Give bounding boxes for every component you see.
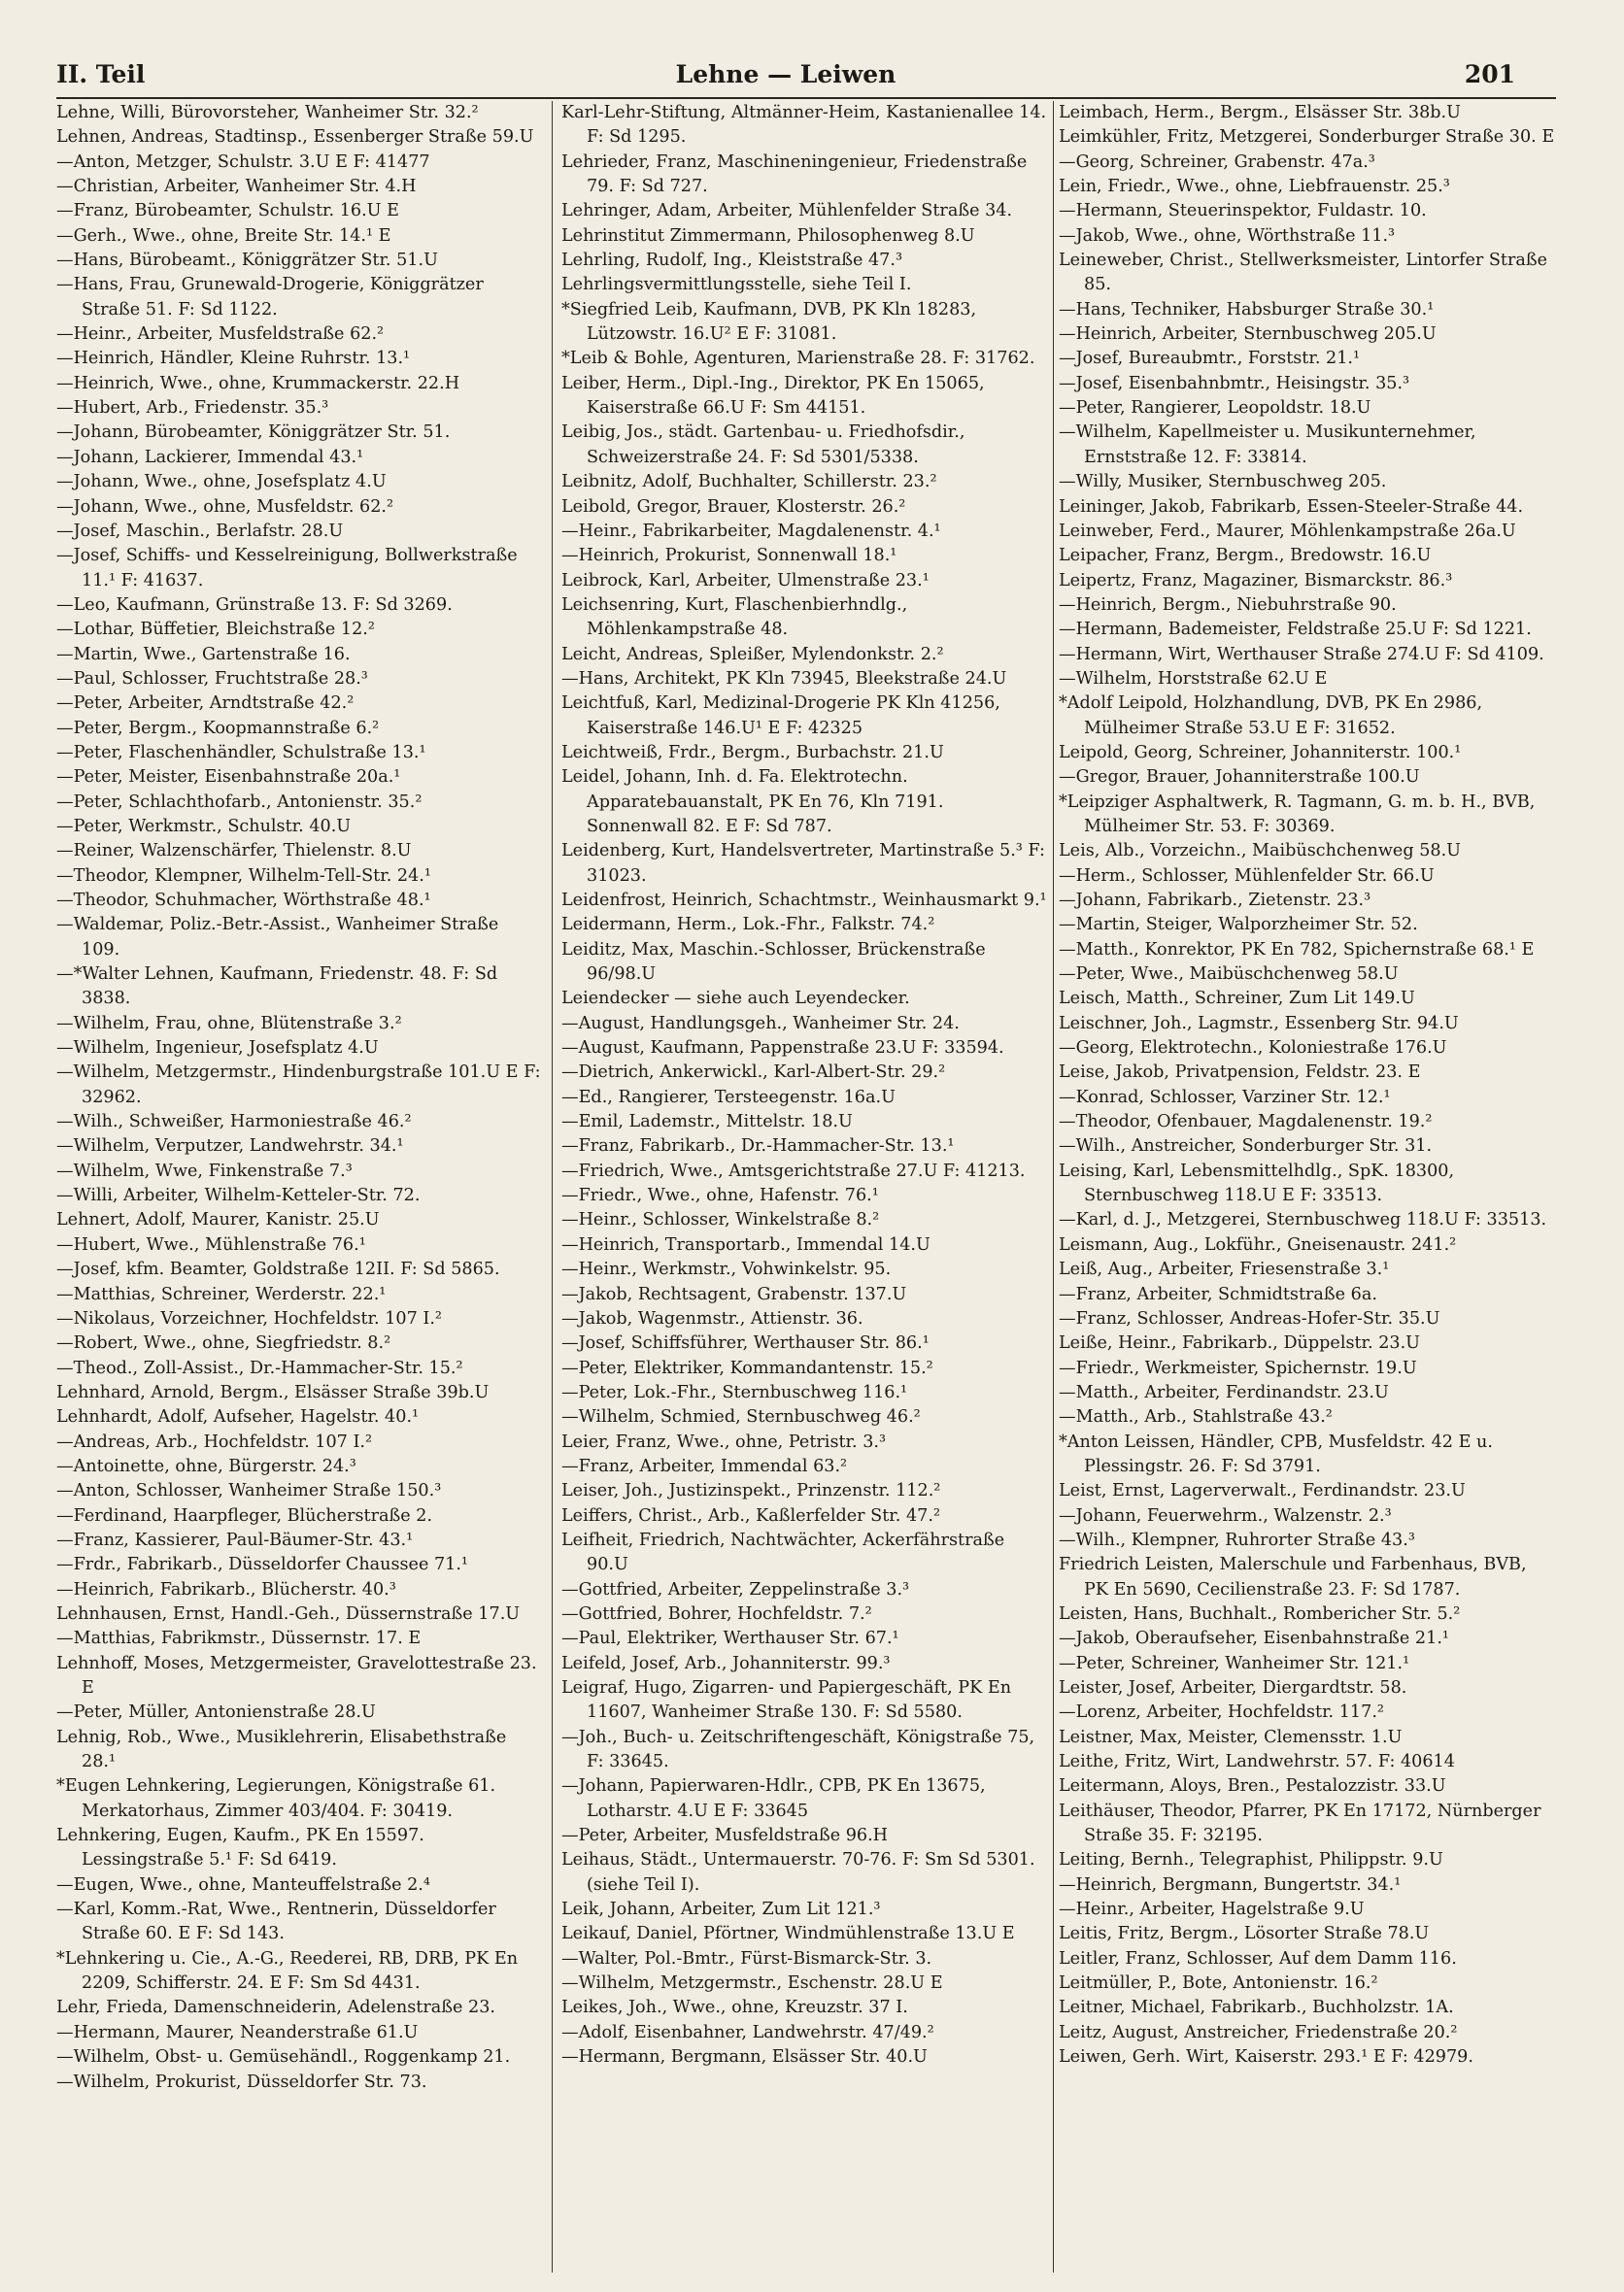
directory-entry: Lehr, Frieda, Damenschneiderin, Adelenstraße 23. [56,1998,495,2018]
directory-entry: —Hermann, Steuerinspektor, Fuldastr. 10. [1059,201,1427,221]
directory-entry: —Theodor, Klempner, Wilhelm-Tell-Str. 24.¹ [56,865,431,886]
directory-entry: Leinweber, Ferd., Maurer, Möhlenkampstraße 26a.U [1059,521,1516,541]
directory-entry: —Peter, Lok.-Fhr., Sternbuschweg 116.¹ [561,1382,908,1402]
directory-entry: —Josef, Bureaubmtr., Forststr. 21.¹ [1059,349,1361,369]
directory-entry: —Gerh., Wwe., ohne, Breite Str. 14.¹ E [56,225,391,246]
directory-entry: —Emil, Lademstr., Mittelstr. 18.U [561,1112,853,1132]
directory-entry: —Christian, Arbeiter, Wanheimer Str. 4.H [56,177,417,197]
directory-entry: —Wilhelm, Frau, ohne, Blütenstraße 3.² [56,1013,402,1033]
directory-entry: —Heinrich, Bergm., Niebuhrstraße 90. [1059,594,1397,615]
directory-entry: —Matth., Konrektor, PK En 782, Spichernstraße 68.¹ E [1059,939,1535,960]
directory-entry: *Leib & Bohle, Agenturen, Marienstraße 28. F: 31762. [561,349,1035,369]
directory-entry: —Karl, d. J., Metzgerei, Sternbuschweg 118.U F: 33513. [1059,1210,1547,1230]
directory-entry: —Gottfried, Arbeiter, Zeppelinstraße 3.³ [561,1579,910,1600]
directory-entry: —Georg, Elektrotechn., Koloniestraße 176.U [1059,1038,1447,1059]
directory-entry: Leifeld, Josef, Arb., Johanniterstr. 99.³ [561,1653,891,1673]
directory-entry: —Johann, Papierwaren-Hdlr., CPB, PK En 13675, Lotharstr. 4.U E F: 33645 [561,1776,986,1821]
directory-entry: Leister, Josef, Arbeiter, Diergardtstr. 58. [1059,1678,1407,1698]
directory-entry: —Hermann, Bademeister, Feldstraße 25.U F: Sd 1221. [1059,620,1532,640]
directory-entry: —Walter, Pol.-Bmtr., Fürst-Bismarck-Str. 3. [561,1948,932,1969]
directory-entry: —Heinrich, Transportarb., Immendal 14.U [561,1234,930,1255]
directory-entry: Lein, Friedr., Wwe., ohne, Liebfrauenstr. 25.³ [1059,177,1450,197]
directory-entry: Leitler, Franz, Schlosser, Auf dem Damm 116. [1059,1948,1457,1969]
directory-entry: Leigraf, Hugo, Zigarren- und Papiergeschäft, PK En 11607, Wanheimer Straße 130. F: Sd 5580. [561,1678,1012,1723]
directory-entry: Leihaus, Städt., Untermauerstr. 70-76. F: Sm Sd 5301. (siehe Teil I). [561,1850,1035,1895]
directory-entry: Leitermann, Aloys, Bren., Pestalozzistr. 33.U [1059,1776,1446,1797]
header-range: Lehne — Leiwen [675,60,897,88]
directory-entry: —Joh., Buch- u. Zeitschriftengeschäft, Königstraße 75, F: 33645. [561,1727,1035,1772]
directory-entry: Lehnig, Rob., Wwe., Musiklehrerin, Elisabethstraße 28.¹ [56,1727,507,1772]
directory-entry: Leichsenring, Kurt, Flaschenbierhndlg., Möhlenkampstraße 48. [561,594,908,640]
directory-column-1 [56,101,542,2273]
directory-entry: Leiß, Aug., Arbeiter, Friesenstraße 3.¹ [1059,1260,1390,1280]
directory-entry: —Heinrich, Bergmann, Bungertstr. 34.¹ [1059,1874,1402,1895]
directory-entry: Leicht, Andreas, Spleißer, Mylendonkstr. 2.² [561,644,944,664]
directory-entry: —Hermann, Wirt, Werthauser Straße 274.U F: Sd 4109. [1059,644,1544,664]
directory-entry: —Matthias, Schreiner, Werderstr. 22.¹ [56,1284,387,1304]
directory-entry: Lehnert, Adolf, Maurer, Kanistr. 25.U [56,1210,380,1230]
directory-entry: —Peter, Müller, Antonienstraße 28.U [56,1702,376,1723]
directory-entry: *Leipziger Asphaltwerk, R. Tagmann, G. m. b. H., BVB, Mülheimer Str. 53. F: 30369. [1059,792,1536,836]
directory-entry: Leichtweiß, Frdr., Bergm., Burbachstr. 21.U [561,742,944,762]
directory-entry: Leitis, Fritz, Bergm., Lösorter Straße 78.U [1059,1924,1430,1944]
directory-entry: —Willi, Arbeiter, Wilhelm-Ketteler-Str. 72. [56,1186,421,1206]
directory-entry: —Nikolaus, Vorzeichner, Hochfeldstr. 107 I.² [56,1308,442,1329]
directory-entry: Leiwen, Gerh. Wirt, Kaiserstr. 293.¹ E F: 42979. [1059,2047,1473,2068]
directory-entry: —Hans, Techniker, Habsburger Straße 30.¹ [1059,299,1435,320]
directory-entry: Leimbach, Herm., Bergm., Elsässer Str. 38b.U [1059,103,1461,122]
directory-entry: —Wilhelm, Metzgermstr., Hindenburgstraße 101.U E F: 32962. [56,1062,541,1107]
directory-entry: Leidenfrost, Heinrich, Schachtmstr., Weinhausmarkt 9.¹ [561,891,1047,910]
directory-entry: —Josef, Schiffs- und Kesselreinigung, Bollwerkstraße 11.¹ F: 41637. [56,546,518,590]
directory-entry: —Peter, Flaschenhändler, Schulstraße 13.¹ [56,742,426,762]
directory-entry: —Gregor, Brauer, Johanniterstraße 100.U [1059,767,1420,788]
directory-entry: —Hermann, Bergmann, Elsässer Str. 40.U [561,2047,928,2068]
header-part: II. Teil [56,60,146,88]
directory-entry: —Franz, Arbeiter, Schmidtstraße 6a. [1059,1284,1377,1304]
directory-entry: —Leo, Kaufmann, Grünstraße 13. F: Sd 3269. [56,594,453,615]
directory-entry: —Heinr., Arbeiter, Musfeldstraße 62.² [56,324,385,345]
directory-entry: —Martin, Wwe., Gartenstraße 16. [56,644,351,664]
directory-entry: Lehnkering, Eugen, Kaufm., PK En 15597. Lessingstraße 5.¹ F: Sd 6419. [56,1826,424,1871]
directory-entry: —Konrad, Schlosser, Varziner Str. 12.¹ [1059,1087,1391,1107]
directory-entry: —Wilh., Klempner, Ruhrorter Straße 43.³ [1059,1530,1415,1550]
directory-entry: —Franz, Kassierer, Paul-Bäumer-Str. 43.¹ [56,1530,414,1550]
directory-entry: —Wilhelm, Obst- u. Gemüsehändl., Roggenkamp 21. [56,2047,511,2068]
directory-entry: —Heinr., Arbeiter, Hagelstraße 9.U [1059,1900,1365,1920]
directory-entry: —Anton, Metzger, Schulstr. 3.U E F: 41477 [56,152,430,172]
directory-entry: —Peter, Arbeiter, Arndtstraße 42.² [56,693,355,714]
directory-entry: —Franz, Arbeiter, Immendal 63.² [561,1456,848,1476]
directory-entry: Leiditz, Max, Maschin.-Schlosser, Brückenstraße 96/98.U [561,939,986,985]
directory-entry: Leipertz, Franz, Magaziner, Bismarckstr. 86.³ [1059,570,1453,590]
directory-entry: Leising, Karl, Lebensmittelhdlg., SpK. 18300, Sternbuschweg 118.U E F: 33513. [1059,1161,1455,1206]
directory-entry: —Josef, kfm. Beamter, Goldstraße 12II. F: Sd 5865. [56,1260,500,1280]
directory-entry: —Peter, Rangierer, Leopoldstr. 18.U [1059,398,1371,419]
directory-entry: Leininger, Jakob, Fabrikarb, Essen-Steeler-Straße 44. [1059,496,1524,517]
directory-entry: Leitz, August, Anstreicher, Friedenstraße 20.² [1059,2022,1458,2042]
directory-entry: —Johann, Lackierer, Immendal 43.¹ [56,447,364,467]
directory-entry: —Peter, Elektriker, Kommandantenstr. 15.² [561,1358,933,1378]
directory-entry: —Wilhelm, Ingenieur, Josefsplatz 4.U [56,1038,379,1059]
directory-entry: Leibold, Gregor, Brauer, Klosterstr. 26.² [561,496,906,517]
directory-entry: —Eugen, Wwe., ohne, Manteuffelstraße 2.⁴ [56,1874,430,1895]
directory-entry: —Antoinette, ohne, Bürgerstr. 24.³ [56,1456,356,1476]
directory-entry: Leise, Jakob, Privatpension, Feldstr. 23. E [1059,1062,1421,1083]
directory-entry: —Hubert, Arb., Friedenstr. 35.³ [56,398,329,419]
directory-entry: —Franz, Fabrikarb., Dr.-Hammacher-Str. 13.¹ [561,1136,955,1157]
directory-entry: —Heinrich, Fabrikarb., Blücherstr. 40.³ [56,1579,396,1600]
directory-entry: —Hans, Bürobeamt., Königgrätzer Str. 51.U [56,251,438,271]
directory-entry: —Martin, Steiger, Walporzheimer Str. 52. [1059,915,1418,935]
directory-entry: Leidenberg, Kurt, Handelsvertreter, Martinstraße 5.³ F: 31023. [561,841,1045,886]
directory-entry: —Franz, Schlosser, Andreas-Hofer-Str. 35.U [1059,1308,1440,1329]
directory-entry: —Karl, Komm.-Rat, Wwe., Rentnerin, Düsseldorfer Straße 60. E F: Sd 143. [56,1900,496,1944]
directory-entry: —Johann, Feuerwehrm., Walzenstr. 2.³ [1059,1505,1392,1526]
directory-entry: Leischner, Joh., Lagmstr., Essenberg Str. 94.U [1059,1013,1459,1033]
directory-entry: —Friedr., Werkmeister, Spichernstr. 19.U [1059,1358,1417,1378]
directory-entry: —Hans, Frau, Grunewald-Drogerie, Königgrätzer Straße 51. F: Sd 1122. [56,275,484,320]
directory-entry: Leimkühler, Fritz, Metzgerei, Sonderburger Straße 30. E [1059,127,1555,148]
directory-entry: —Friedrich, Wwe., Amtsgerichtstraße 27.U F: 41213. [561,1161,1026,1181]
directory-entry: —Peter, Werkmstr., Schulstr. 40.U [56,816,352,836]
directory-entry: —Wilh., Schweißer, Harmoniestraße 46.² [56,1112,412,1132]
directory-entry: —Wilhelm, Prokurist, Düsseldorfer Str. 73. [56,2072,427,2092]
directory-entry: Lehrling, Rudolf, Ing., Kleiststraße 47.³ [561,251,903,271]
directory-entry: —*Walter Lehnen, Kaufmann, Friedenstr. 48. F: Sd 3838. [56,964,498,1009]
directory-entry: Leistner, Max, Meister, Clemensstr. 1.U [1059,1727,1403,1747]
directory-entry: —Wilhelm, Kapellmeister u. Musikunternehmer, Ernststraße 12. F: 33814. [1059,422,1476,467]
directory-entry: —Johann, Wwe., ohne, Musfeldstr. 62.² [56,496,394,517]
page-number: 201 [1464,60,1515,88]
directory-entry: —Wilh., Anstreicher, Sonderburger Str. 31. [1059,1136,1433,1157]
directory-entry: —Robert, Wwe., ohne, Siegfriedstr. 8.² [56,1333,391,1354]
directory-entry: —Ferdinand, Haarpfleger, Blücherstraße 2. [56,1505,433,1526]
directory-entry: —Johann, Wwe., ohne, Josefsplatz 4.U [56,472,387,492]
directory-entry: —Johann, Fabrikarb., Zietenstr. 23.³ [1059,891,1371,910]
directory-entry: —Wilhelm, Wwe, Finkenstraße 7.³ [56,1161,353,1181]
directory-entry: —Josef, Maschin., Berlafstr. 28.U [56,521,344,541]
directory-entry: *Adolf Leipold, Holzhandlung, DVB, PK En 2986, Mülheimer Straße 53.U E F: 31652. [1059,693,1483,738]
directory-entry: —Josef, Schiffsführer, Werthauser Str. 86.¹ [561,1333,930,1354]
directory-entry: Leibrock, Karl, Arbeiter, Ulmenstraße 23.¹ [561,570,930,590]
directory-entry: Lehrinstitut Zimmermann, Philosophenweg 8.U [561,225,975,246]
directory-entry: Leitmüller, P., Bote, Antonienstr. 16.² [1059,1973,1378,1994]
directory-entry: —Wilhelm, Schmied, Sternbuschweg 46.² [561,1407,921,1428]
directory-entry: Leis, Alb., Vorzeichn., Maibüschchenweg 58.U [1059,841,1462,861]
directory-entry: *Siegfried Leib, Kaufmann, DVB, PK Kln 18283, Lützowstr. 16.U² E F: 31081. [561,299,977,345]
directory-entry: Leibnitz, Adolf, Buchhalter, Schillerstr. 23.² [561,472,937,492]
directory-entry: —Theodor, Ofenbauer, Magdalenenstr. 19.² [1059,1112,1433,1132]
directory-entry: Leineweber, Christ., Stellwerksmeister, Lintorfer Straße 85. [1059,251,1548,295]
directory-entry: —Theod., Zoll-Assist., Dr.-Hammacher-Str. 15.² [56,1358,463,1378]
directory-entry: —Peter, Arbeiter, Musfeldstraße 96.H [561,1826,889,1846]
directory-entry: Leikes, Joh., Wwe., ohne, Kreuzstr. 37 I. [561,1998,908,2018]
header-rule [56,97,1556,99]
directory-entry: Lehrieder, Franz, Maschineningenieur, Friedenstraße 79. F: Sd 727. [561,152,1028,197]
directory-entry: Leiting, Bernh., Telegraphist, Philippstr. 9.U [1059,1850,1443,1871]
directory-entry: —Lothar, Büffetier, Bleichstraße 12.² [56,620,375,640]
directory-entry: —Gottfried, Bohrer, Hochfeldstr. 7.² [561,1603,872,1624]
directory-entry: —Paul, Schlosser, Fruchtstraße 28.³ [56,668,368,689]
directory-entry: Lehne, Willi, Bürovorsteher, Wanheimer Str. 32.² [56,103,479,122]
directory-entry: —Wilhelm, Verputzer, Landwehrstr. 34.¹ [56,1136,404,1157]
directory-entry: Leismann, Aug., Lokführ., Gneisenaustr. 241.² [1059,1234,1457,1255]
directory-entry: *Anton Leissen, Händler, CPB, Musfeldstr. 42 E u. Plessingstr. 26. F: Sd 3791. [1059,1432,1493,1476]
directory-entry: Leitner, Michael, Fabrikarb., Buchholzstr. 1A. [1059,1998,1454,2018]
directory-entry: —Jakob, Oberaufseher, Eisenbahnstraße 21.¹ [1059,1629,1449,1649]
directory-entry: Leik, Johann, Arbeiter, Zum Lit 121.³ [561,1900,881,1920]
directory-entry: Lehnen, Andreas, Stadtinsp., Essenberger Straße 59.U [56,127,534,148]
directory-column-2 [561,101,1047,2273]
directory-entry: Leichtfuß, Karl, Medizinal-Drogerie PK Kln 41256, Kaiserstraße 146.U¹ E F: 42325 [561,693,1000,738]
directory-entry: —Johann, Bürobeamter, Königgrätzer Str. 51. [56,422,451,443]
directory-entry: Lehnhausen, Ernst, Handl.-Geh., Düssernstraße 17.U [56,1603,521,1624]
directory-entry: Leiße, Heinr., Fabrikarb., Düppelstr. 23.U [1059,1333,1421,1354]
directory-entry: —Heinr., Werkmstr., Vohwinkelstr. 95. [561,1260,892,1280]
directory-entry: Lehnhardt, Adolf, Aufseher, Hagelstr. 40.¹ [56,1407,420,1428]
directory-entry: Leist, Ernst, Lagerverwalt., Ferdinandstr. 23.U [1059,1481,1466,1501]
directory-entry: —Willy, Musiker, Sternbuschweg 205. [1059,472,1387,492]
directory-entry: Lehnhard, Arnold, Bergm., Elsässer Straße 39b.U [56,1382,490,1402]
directory-entry: —Heinrich, Prokurist, Sonnenwall 18.¹ [561,546,897,566]
directory-entry: —Frdr., Fabrikarb., Düsseldorfer Chaussee 71.¹ [56,1555,468,1575]
page-header [56,60,1515,99]
directory-entry: —Peter, Schlachthofarb., Antonienstr. 35.² [56,792,423,812]
directory-entry: —Hans, Architekt, PK Kln 73945, Bleekstraße 24.U [561,668,1007,689]
directory-entry: Leikauf, Daniel, Pförtner, Windmühlenstraße 13.U E [561,1924,1015,1944]
directory-entry: Leipold, Georg, Schreiner, Johanniterstr. 100.¹ [1059,742,1462,762]
directory-entry: Leibig, Jos., städt. Gartenbau- u. Friedhofsdir., Schweizerstraße 24. F: Sd 5301/5338. [561,422,965,467]
directory-entry: Leiffers, Christ., Arb., Kaßlerfelder Str. 47.² [561,1505,940,1526]
directory-entry: —Matth., Arb., Stahlstraße 43.² [1059,1407,1333,1428]
directory-entry: —Hermann, Maurer, Neanderstraße 61.U [56,2022,419,2042]
directory-entry: —Jakob, Wwe., ohne, Wörthstraße 11.³ [1059,225,1396,246]
directory-entry: Leipacher, Franz, Bergm., Bredowstr. 16.U [1059,546,1432,566]
directory-entry: Leisch, Matth., Schreiner, Zum Lit 149.U [1059,989,1415,1009]
directory-entry: Leidermann, Herm., Lok.-Fhr., Falkstr. 74.² [561,915,935,935]
directory-entry: —Heinr., Schlosser, Winkelstraße 8.² [561,1210,880,1230]
directory-entry: Leier, Franz, Wwe., ohne, Petristr. 3.³ [561,1432,887,1452]
directory-entry: —August, Handlungsgeh., Wanheimer Str. 24. [561,1013,960,1033]
directory-entry: Leifheit, Friedrich, Nachtwächter, Ackerfährstraße 90.U [561,1530,1005,1575]
directory-entry: Leithe, Fritz, Wirt, Landwehrstr. 57. F: 40614 [1059,1752,1455,1772]
directory-entry: —Heinrich, Wwe., ohne, Krummackerstr. 22.H [56,373,460,393]
directory-entry: —Franz, Bürobeamter, Schulstr. 16.U E [56,201,399,221]
directory-entry: —Friedr., Wwe., ohne, Hafenstr. 76.¹ [561,1186,879,1206]
directory-entry: Lehringer, Adam, Arbeiter, Mühlenfelder Straße 34. [561,201,1013,221]
directory-entry: —Wilhelm, Horststraße 62.U E [1059,668,1328,689]
directory-entry: —Peter, Wwe., Maibüschchenweg 58.U [1059,964,1399,985]
directory-entry: —Peter, Meister, Eisenbahnstraße 20a.¹ [56,767,401,788]
directory-entry: —August, Kaufmann, Pappenstraße 23.U F: 33594. [561,1038,1004,1059]
directory-entry: —Lorenz, Arbeiter, Hochfeldstr. 117.² [1059,1702,1384,1723]
directory-entry: *Eugen Lehnkering, Legierungen, Königstraße 61. Merkatorhaus, Zimmer 403/404. F: 30419. [56,1776,496,1821]
directory-entry: *Lehnkering u. Cie., A.-G., Reederei, RB, DRB, PK En 2209, Schifferstr. 24. E F: Sm Sd 4431. [56,1948,519,1994]
directory-entry: —Peter, Schreiner, Wanheimer Str. 121.¹ [1059,1653,1410,1673]
directory-entry: —Reiner, Walzenschärfer, Thielenstr. 8.U [56,841,412,861]
directory-entry: —Waldemar, Poliz.-Betr.-Assist., Wanheimer Straße 109. [56,915,499,960]
directory-entry: —Andreas, Arb., Hochfeldstr. 107 I.² [56,1432,373,1452]
directory-entry: Leithäuser, Theodor, Pfarrer, PK En 17172, Nürnberger Straße 35. F: 32195. [1059,1801,1541,1846]
directory-entry: —Matth., Arbeiter, Ferdinandstr. 23.U [1059,1382,1389,1402]
directory-entry: —Theodor, Schuhmacher, Wörthstraße 48.¹ [56,891,431,910]
directory-column-3 [1059,101,1556,2273]
directory-entry: —Heinrich, Arbeiter, Sternbuschweg 205.U [1059,324,1437,345]
directory-entry: —Georg, Schreiner, Grabenstr. 47a.³ [1059,152,1375,172]
directory-entry: —Matthias, Fabrikmstr., Düssernstr. 17. E [56,1629,422,1649]
directory-entry: Leiber, Herm., Dipl.-Ing., Direktor, PK En 15065, Kaiserstraße 66.U F: Sm 44151. [561,373,985,419]
directory-entry: —Herm., Schlosser, Mühlenfelder Str. 66.U [1059,865,1435,886]
directory-entry: Leiendecker — siehe auch Leyendecker. [561,989,910,1009]
directory-entry: —Jakob, Rechtsagent, Grabenstr. 137.U [561,1284,907,1304]
directory-entry: Leisten, Hans, Buchhalt., Rombericher Str. 5.² [1059,1603,1461,1624]
directory-entry: —Jakob, Wagenmstr., Attienstr. 36. [561,1308,863,1329]
directory-entry: —Hubert, Wwe., Mühlenstraße 76.¹ [56,1234,366,1255]
directory-entry: Karl-Lehr-Stiftung, Altmänner-Heim, Kastanienallee 14. F: Sd 1295. [561,103,1047,148]
directory-entry: —Josef, Eisenbahnbmtr., Heisingstr. 35.³ [1059,373,1410,393]
directory-entry: —Heinr., Fabrikarbeiter, Magdalenenstr. 4.¹ [561,521,941,541]
directory-entry: —Anton, Schlosser, Wanheimer Straße 150.³ [56,1481,442,1501]
directory-entry: —Adolf, Eisenbahner, Landwehrstr. 47/49.² [561,2022,934,2042]
directory-entry: —Heinrich, Händler, Kleine Ruhrstr. 13.¹ [56,349,411,369]
directory-entry: —Ed., Rangierer, Tersteegenstr. 16a.U [561,1087,896,1107]
directory-entry: —Paul, Elektriker, Werthauser Str. 67.¹ [561,1629,899,1649]
directory-entry: Friedrich Leisten, Malerschule und Farbenhaus, BVB, PK En 5690, Cecilienstraße 23. F: Sd 1787. [1059,1555,1527,1600]
column-divider [552,101,553,2273]
directory-entry: Leiser, Joh., Justizinspekt., Prinzenstr. 112.² [561,1481,941,1501]
directory-entry: —Wilhelm, Metzgermstr., Eschenstr. 28.U E [561,1973,943,1994]
directory-entry: Leidel, Johann, Inh. d. Fa. Elektrotechn. Apparatebauanstalt, PK En 76, Kln 7191. Sonnenwall 82. E F: Sd 787. [561,767,944,836]
directory-entry: —Dietrich, Ankerwickl., Karl-Albert-Str. 29.² [561,1062,946,1083]
directory-entry: Lehnhoff, Moses, Metzgermeister, Gravelottestraße 23. E [56,1653,537,1698]
column-divider [1053,101,1054,2273]
directory-entry: Lehrlingsvermittlungsstelle, siehe Teil I. [561,275,912,295]
directory-entry: —Peter, Bergm., Koopmannstraße 6.² [56,718,380,738]
